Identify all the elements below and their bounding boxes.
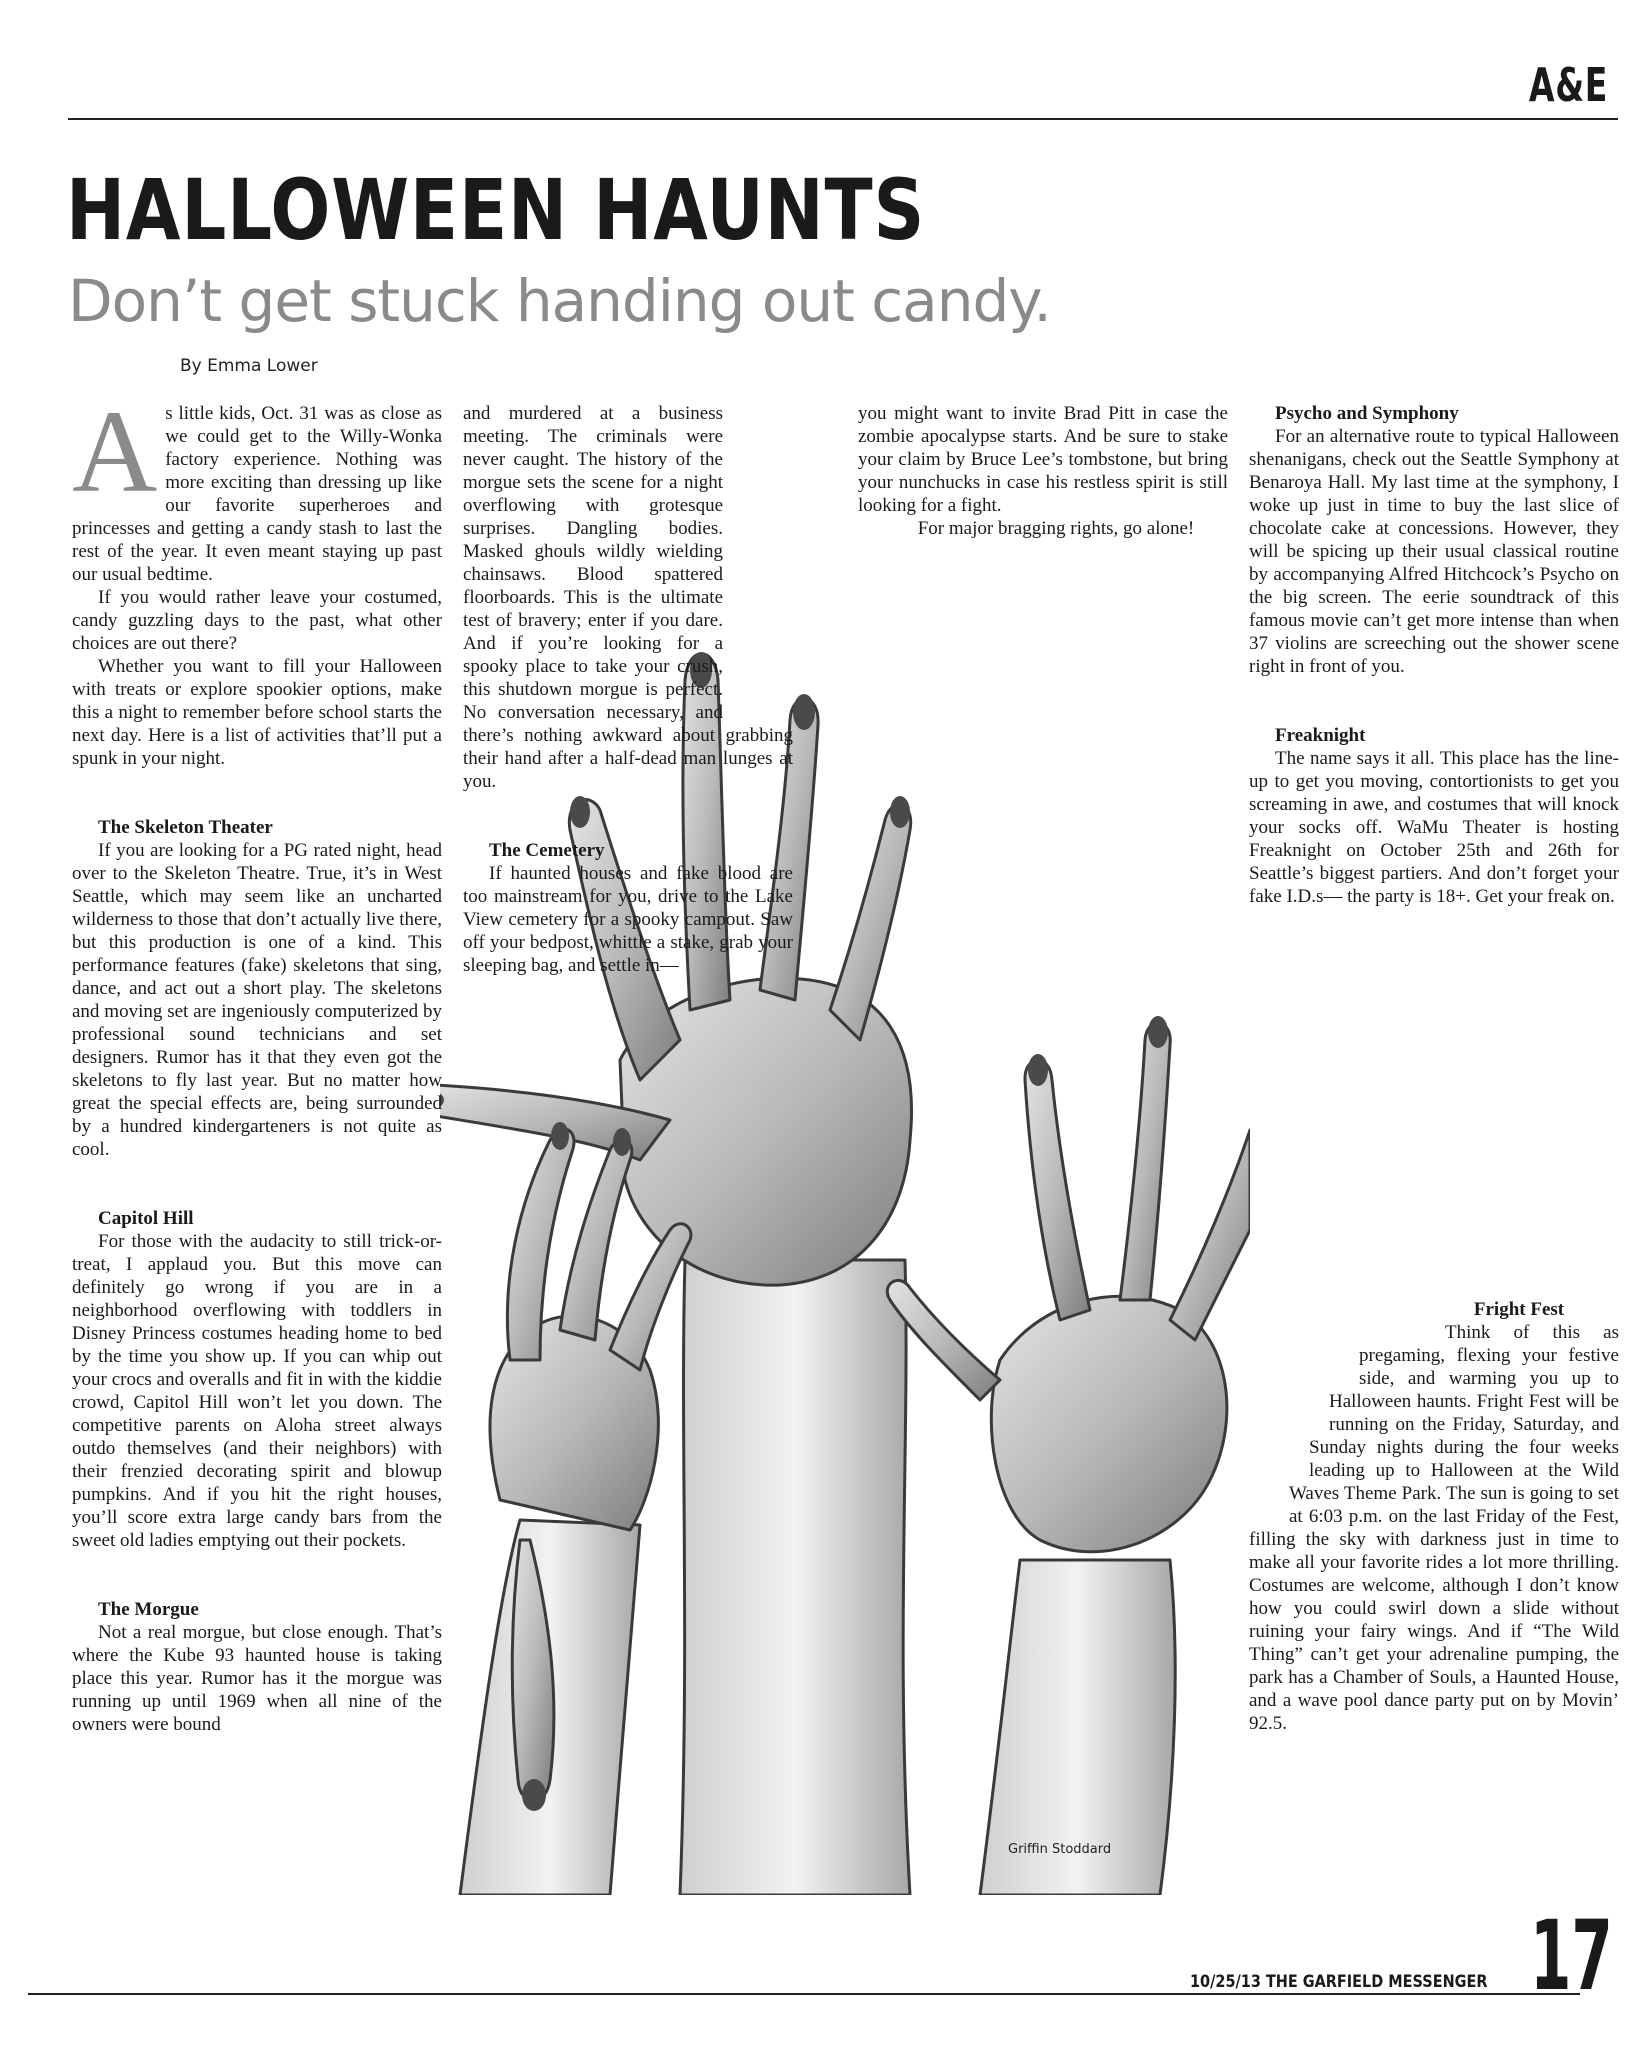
frightfest-block	[1249, 1298, 1619, 1735]
illustration-credit: Griffin Stoddard	[1008, 1842, 1112, 1857]
psycho-body: For an alternative route to typical Halloween shenanigans, check out the Seattle Symphony at Benaroya Hall. My last time at the symphony, I woke up just in time to buy the last slice of chocolate cake at concessions. However, they will be spicing up their usual classical routine by accompanying Alfred Hitchcock’s Psycho on the big screen. The eerie soundtrack of this famous movie can’t get more intense than when 37 violins are screeching out the shower scene right in front of you.	[1249, 426, 1619, 677]
capitol-title: Capitol Hill	[98, 1208, 194, 1229]
morgue-body-continued: and murdered at a business meeting. The criminals were never caught. The history of the morgue sets the scene for a night overflowing with grotesque surprises. Dangling bodies. Masked ghouls wildly wielding chainsaws. Blood spattered floorboards. This is the ultimate test of bravery; enter if you dare. And if you’re looking for a spooky place to take your crush, this shutdown morgue is perfect. No conversation necessary, and there’s nothing awkward about grabbing their hand after a half-dead man lunges at you.	[463, 403, 793, 792]
column-3	[858, 402, 1228, 540]
cemetery-body-continued: you might want to invite Brad Pitt in case the zombie apocalypse starts. And be sure to stake your claim by Bruce Lee’s tombstone, but bring your nunchucks in case his restless spirit is still looking for a fight.	[858, 403, 1228, 516]
cemetery-ending: For major bragging rights, go alone!	[917, 518, 1195, 539]
subhead: Don’t get stuck handing out candy.	[68, 267, 1051, 335]
drop-cap: A	[72, 386, 158, 517]
cemetery-body: If haunted houses and fake blood are too mainstream for you, drive to the Lake View cemetery for a spooky campout. Saw off your bedpost, whittle a stake, grab your sleeping bag, and settle in—	[463, 863, 793, 976]
freaknight-body: The name says it all. This place has the line-up to get you moving, contortionists to get you screaming in awe, and costumes that will knock your socks off. WaMu Theater is hosting Freaknight on October 25th and 26th for Seattle’s biggest partiers. And don’t forget your fake I.D.s— the party is 18+. Get your freak on.	[1249, 748, 1619, 907]
morgue-title: The Morgue	[98, 1599, 199, 1620]
cemetery-title: The Cemetery	[489, 840, 605, 861]
footer-date-paper: 10/25/13 THE GARFIELD MESSENGER	[1190, 1972, 1488, 1992]
column-1	[72, 386, 442, 1736]
intro-paragraph-2: If you would rather leave your costumed, candy guzzling days to the past, what other choices are out there?	[72, 587, 442, 654]
bottom-rule	[28, 1993, 1580, 1995]
page-number: 17	[1530, 1900, 1613, 2012]
byline: By Emma Lower	[180, 356, 318, 376]
frightfest-title: Fright Fest	[1473, 1299, 1565, 1320]
freaknight-title: Freaknight	[1275, 725, 1366, 746]
psycho-title: Psycho and Symphony	[1275, 403, 1459, 424]
skeleton-title: The Skeleton Theater	[98, 817, 273, 838]
frightfest-body: Think of this as pregaming, flexing your festive side, and warming you up to Halloween haunts. Fright Fest will be running on the Friday, Saturday, and Sunday nights during the four weeks leading up to Halloween at the Wild Waves Theme Park. The sun is going to set at 6:03 p.m. on the last Friday of the Fest, filling the sky with darkness just in time to make all your favorite rides a lot more thrilling. Costumes are welcome, although I don’t know how you could swirl down a slide without ruining your fairy wings. And if “The Wild Thing” can’t get your adrenaline pumping, the park has a Chamber of Souls, a Haunted House, and a wave pool dance party put on by Movin’ 92.5.	[1249, 1322, 1619, 1734]
column-4	[1249, 402, 1619, 908]
column-2	[463, 402, 833, 1052]
skeleton-body: If you are looking for a PG rated night, head over to the Skeleton Theatre. True, it’s in West Seattle, which may seem like an uncharted wilderness to those that don’t actually live there, but this production is one of a kind. This performance features (fake) skeletons that sing, dance, and act out a short play. The skeletons and moving set are ingeniously computerized by professional sound technicians and set designers. Rumor has it that they even got the skeletons to fly last year. But no matter how great the special effects are, being surrounded by a hundred kindergarteners is not quite as cool.	[72, 840, 442, 1160]
section-tag: A&E	[1528, 58, 1608, 112]
headline: HALLOWEEN HAUNTS	[66, 161, 926, 259]
capitol-body: For those with the audacity to still trick-or-treat, I applaud you. But this move can definitely go wrong if you are in a neighborhood overflowing with toddlers in Disney Princess costumes heading home to bed by the time you show up. If you can whip out your crocs and overalls and fit in with the kiddie crowd, Capitol Hill won’t let you down. The competitive parents on Aloha street always outdo themselves (and their neighbors) with their frenzied decorating spirit and blowup pumpkins. And if you hit the right houses, you’ll score extra large candy bars from the sweet old ladies emptying out their pockets.	[72, 1231, 442, 1551]
intro-paragraph-3: Whether you want to fill your Halloween with treats or explore spookier options, make this a night to remember before school starts the next day. Here is a list of activities that’ll put a spunk in your night.	[72, 656, 442, 769]
intro-paragraph-1: As little kids, Oct. 31 was as close as we could get to the Willy-Wonka factory experience. Nothing was more exciting than dressing up like our favorite superheroes and princesses and getting a candy stash to last the rest of the year. It even meant staying up past our usual bedtime.	[72, 386, 442, 585]
morgue-body: Not a real morgue, but close enough. That’s where the Kube 93 haunted house is taking place this year. Rumor has it the morgue was running up until 1969 when all nine of the owners were bound	[72, 1622, 442, 1735]
top-rule	[68, 118, 1618, 120]
